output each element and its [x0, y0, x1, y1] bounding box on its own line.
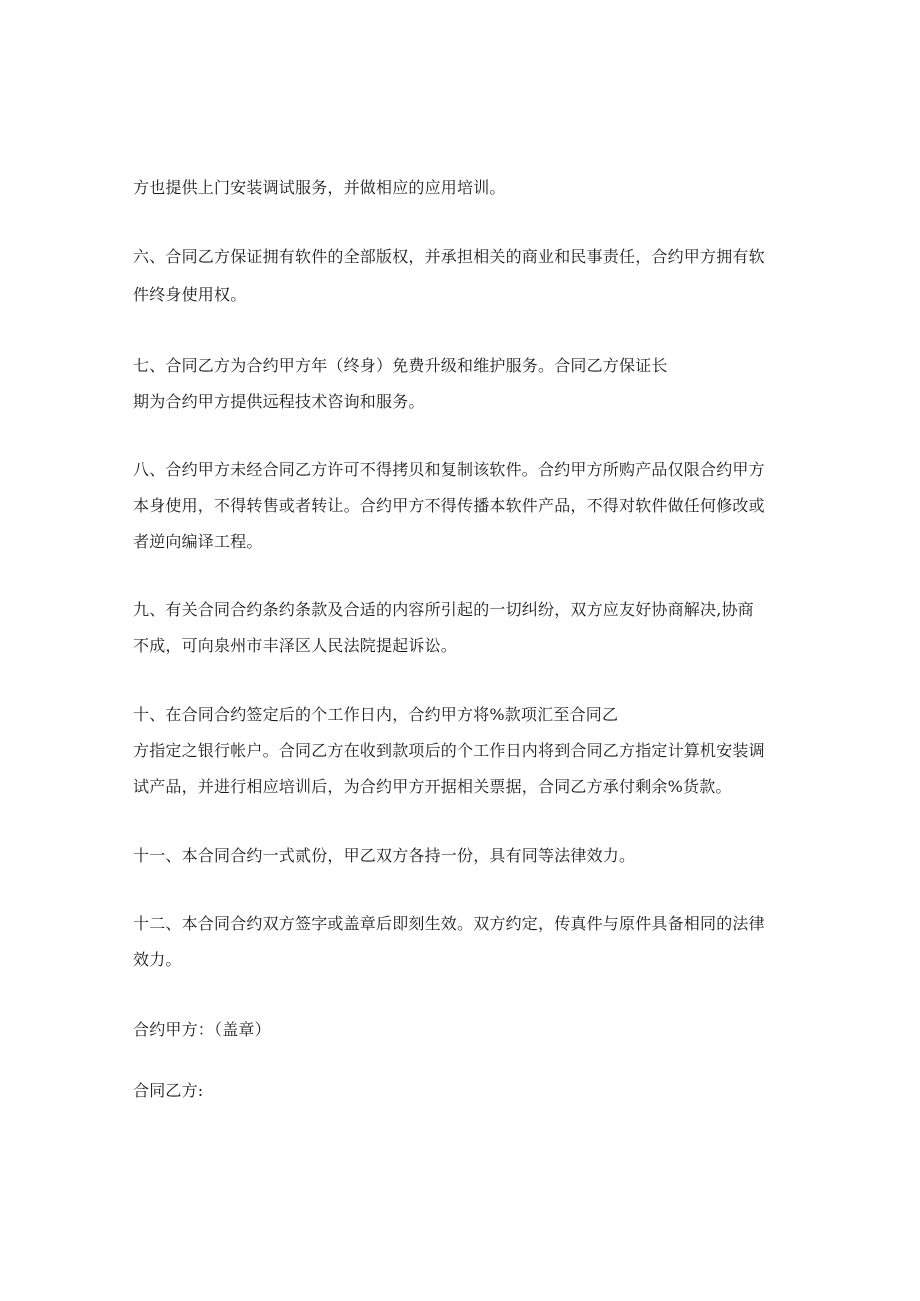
clause-8-line-1: 八、合约甲方未经合同乙方许可不得拷贝和复制该软件。合约甲方所购产品仅限合约甲方: [133, 460, 765, 479]
clause-7-line-2: 期为合约甲方提供远程技术咨询和服务。: [133, 392, 425, 411]
clause-10-line-3: 试产品，并进行相应培训后，为合约甲方开据相关票据，合同乙方承付剩余%货款。: [133, 777, 732, 796]
clause-6-line-2: 件终身使用权。: [133, 285, 247, 304]
clause-11-line-1: 十一、本合同合约一式贰份，甲乙双方各持一份，具有同等法律效力。: [133, 846, 636, 865]
clause-8-line-3: 者逆向编译工程。: [133, 532, 263, 551]
clause-7-line-1: 七、合同乙方为合约甲方年（终身）免费升级和维护服务。合同乙方保证长: [133, 356, 668, 375]
clause-9-line-1: 九、有关合同合约条约条款及合适的内容所引起的一切纠纷，双方应友好协商解决,协商: [133, 600, 754, 619]
clause-8-line-2: 本身使用，不得转售或者转让。合约甲方不得传播本软件产品，不得对软件做任何修改或: [133, 496, 765, 515]
party-a-signature-label: 合约甲方：（盖章）: [133, 1020, 271, 1039]
clause-12-line-1: 十二、本合同合约双方签字或盖章后即刻生效。双方约定，传真件与原件具备相同的法律: [133, 914, 765, 933]
clause-6-line-1: 六、合同乙方保证拥有软件的全部版权，并承担相关的商业和民事责任，合约甲方拥有软: [133, 247, 765, 266]
clause-10-line-2: 方指定之银行帐户。合同乙方在收到款项后的个工作日内将到合同乙方指定计算机安装调: [133, 741, 765, 760]
clause-10-line-1: 十、在合同合约签定后的个工作日内，合约甲方将%款项汇至合同乙: [133, 705, 619, 724]
paragraph-service-line-1: 方也提供上门安装调试服务，并做相应的应用培训。: [133, 178, 506, 197]
clause-9-line-2: 不成，可向泉州市丰泽区人民法院提起诉讼。: [133, 636, 458, 655]
clause-12-line-2: 效力。: [133, 950, 182, 969]
party-b-signature-label: 合同乙方:: [133, 1081, 204, 1100]
